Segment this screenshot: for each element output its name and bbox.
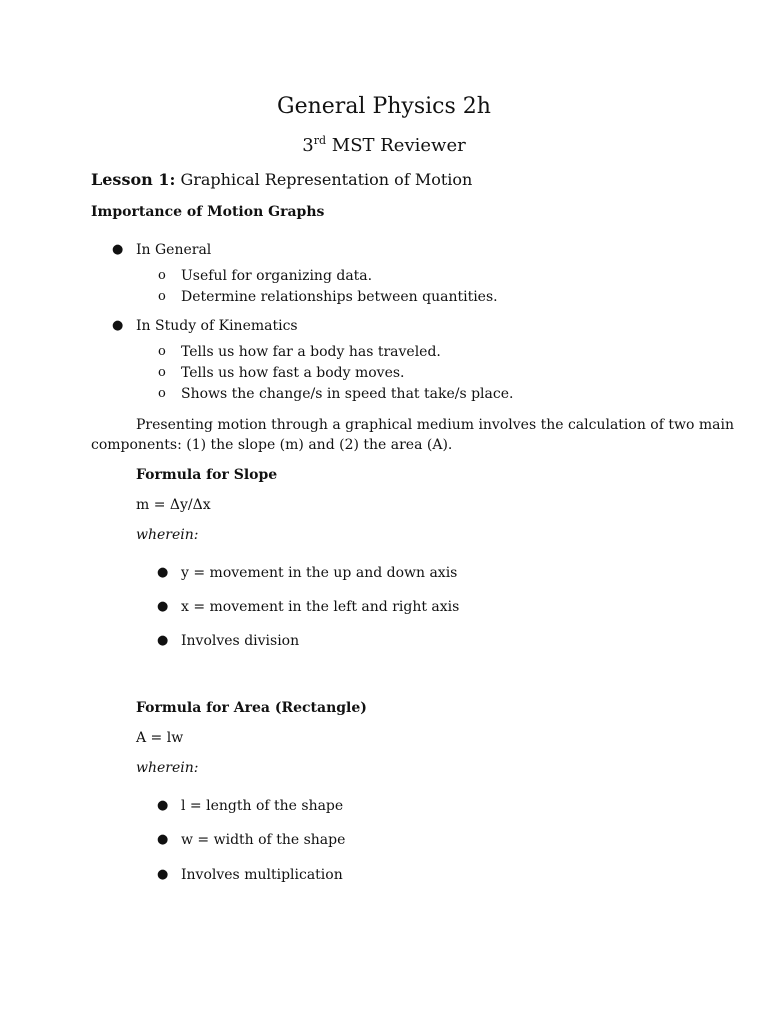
sub-bullet-marker: o	[158, 365, 166, 380]
subtitle-text: MST Reviewer	[326, 135, 466, 156]
list-item: Tells us how fast a body moves.	[181, 365, 405, 381]
bullet-icon: ●	[157, 798, 169, 813]
list-item: x = movement in the left and right axis	[181, 599, 460, 615]
lesson-heading	[91, 170, 472, 189]
list-item: Involves division	[181, 633, 300, 649]
bullet-icon: ●	[157, 832, 169, 847]
bullet-icon: ●	[112, 318, 124, 333]
sub-bullet-marker: o	[158, 289, 166, 304]
paragraph-line-2: components: (1) the slope (m) and (2) the area (A).	[91, 437, 453, 453]
kinematics-label: In Study of Kinematics	[136, 318, 298, 334]
area-formula: A = lw	[136, 730, 184, 746]
list-item: Tells us how far a body has traveled.	[181, 344, 441, 360]
lesson-name: Graphical Representation of Motion	[175, 170, 473, 189]
list-item: l = length of the shape	[181, 798, 344, 814]
area-wherein: wherein:	[136, 760, 199, 776]
list-item: w = width of the shape	[181, 832, 346, 848]
list-item: Involves multiplication	[181, 867, 343, 883]
sub-bullet-marker: o	[158, 386, 166, 401]
sub-bullet-marker: o	[158, 268, 166, 283]
list-item: y = movement in the up and down axis	[181, 565, 458, 581]
bullet-icon: ●	[157, 633, 169, 648]
page-subtitle	[0, 134, 768, 156]
importance-heading: Importance of Motion Graphs	[91, 204, 325, 220]
bullet-icon: ●	[112, 242, 124, 257]
area-heading: Formula for Area (Rectangle)	[136, 700, 367, 716]
bullet-icon: ●	[157, 867, 169, 882]
bullet-icon: ●	[157, 599, 169, 614]
slope-wherein: wherein:	[136, 527, 199, 543]
page-title: General Physics 2h	[277, 94, 491, 119]
sub-bullet-marker: o	[158, 344, 166, 359]
list-item: Determine relationships between quantities.	[181, 289, 498, 305]
lesson-label: Lesson 1:	[91, 170, 176, 189]
paragraph-line-1: Presenting motion through a graphical medium involves the calculation of two main	[136, 417, 734, 433]
subtitle-number: 3	[302, 135, 314, 156]
subtitle-ordinal: rd	[313, 134, 327, 147]
general-label: In General	[136, 242, 212, 258]
list-item: Shows the change/s in speed that take/s place.	[181, 386, 514, 402]
slope-heading: Formula for Slope	[136, 467, 278, 483]
list-item: Useful for organizing data.	[181, 268, 373, 284]
bullet-icon: ●	[157, 565, 169, 580]
slope-formula: m = Δy/Δx	[136, 497, 211, 513]
